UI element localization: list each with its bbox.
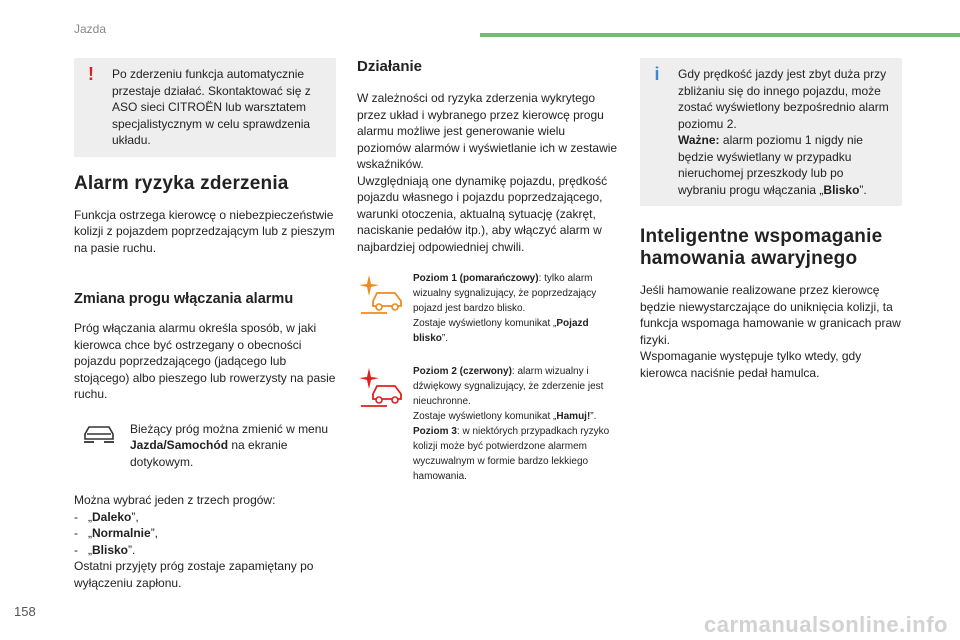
level2-label: Poziom 2 (czerwony) [413, 366, 512, 377]
operation-title: Działanie [357, 58, 423, 75]
info-note [640, 58, 902, 206]
menu-instruction-suffix: na ekranie dotykowym. [130, 438, 288, 469]
column-left [74, 58, 336, 591]
alert-level-1: Poziom 1 (pomarańczowy): tylko alarm wizualny sygnalizujący, że poprzedzający pojazd jest bardzo blisko. Zostaje wyświetlony komunikat „Pojazd blisko”. [357, 271, 619, 346]
threshold-options-list [74, 509, 336, 559]
level2-text: : alarm wizualny i dźwiękowy sygnalizujący, że zderzenie jest nieuchronne. [413, 366, 604, 407]
choose-threshold-text: Można wybrać jeden z trzech progów: [74, 493, 276, 507]
section-color-bar [480, 33, 960, 37]
level1-label: Poziom 1 (pomarańczowy) [413, 273, 539, 284]
page-number: 158 [14, 604, 36, 619]
level2-message: Hamuj! [556, 411, 591, 422]
threshold-subtitle: Zmiana progu włączania alarmu [74, 291, 294, 307]
level3-text: : w niektórych przypadkach ryzyko kolizji może być potwierdzone alarmem wyczuwalnym w formie bardzo lekkiego hamowania. [413, 426, 610, 482]
warning-note-text: Po zderzeniu funkcja automatycznie przestaje działać. Skontaktować się z ASO sieci CITROËN lub warsztatem specjalistycznym w celu sprawdzenia układu. [112, 67, 311, 147]
level3-label: Poziom 3 [413, 426, 457, 437]
emergency-brake-title: Inteligentne wspomaganie hamowania awaryjnego [640, 226, 883, 269]
column-right [640, 58, 902, 381]
operation-para1: W zależności od ryzyka zderzenia wykrytego przez układ i wybranego przez kierowcę progu alarmu możliwe jest generowanie wielu poziomów alarmów i wyświetlanie ich w zestawie wskaźników. [357, 91, 618, 171]
threshold-text: Próg włączania alarmu określa sposób, w jaki kierowca chce być ostrzegany o obecności pojazdu poprzedzającego (jadącego lub stojącego) albo pieszego lub rowerzysty na pasie ruchu. [74, 321, 336, 401]
menu-path: Jazda/Samochód [130, 438, 229, 452]
info-note-text: Gdy prędkość jazdy jest zbyt duża przy zbliżaniu się do innego pojazdu, może zostać wyświetlony bezpośrednio alarm poziomu 2. [678, 67, 889, 131]
watermark-text: carmanualsonline.info [704, 612, 948, 637]
collision-orange-icon [357, 275, 405, 320]
level1-msg-prefix: Zostaje wyświetlony komunikat „ [413, 318, 557, 329]
menu-instruction-prefix: Bieżący próg można zmienić w menu [130, 421, 329, 436]
emergency-brake-para1: Jeśli hamowanie realizowane przez kierowcę będzie niewystarczające do uniknięcia kolizji, ta funkcja wspomaga hamowanie w granicach praw fizyki. [640, 283, 901, 347]
column-middle [357, 58, 619, 484]
warning-note [74, 58, 336, 157]
section-header: Jazda [74, 22, 107, 36]
collision-alert-title: Alarm ryzyka zderzenia [74, 172, 289, 194]
level1-message: Pojazd blisko [413, 318, 589, 344]
menu-instruction [74, 421, 336, 471]
warning-exclamation-icon: ! [88, 64, 94, 84]
level1-text: : tylko alarm wizualny sygnalizujący, że poprzedzający pojazd jest bardzo blisko. [413, 273, 597, 314]
emergency-brake-para2: Wspomaganie występuje tylko wtedy, gdy kierowca naciśnie pedał hamulca. [640, 349, 862, 380]
threshold-option: - „Daleko”, [74, 509, 139, 524]
level2-msg-prefix: Zostaje wyświetlony komunikat „ [413, 411, 557, 422]
car-icon [82, 423, 116, 450]
info-important: Ważne: alarm poziomu 1 nigdy nie będzie wyświetlany w przypadku nieruchomej przeszkody lub po wybraniu progu włączania „Blisko”. [678, 133, 867, 197]
info-icon: i [654, 64, 660, 84]
threshold-option: - „Blisko”. [74, 542, 136, 557]
threshold-option: - „Normalnie”, [74, 526, 159, 540]
alert-level-2: Poziom 2 (czerwony): alarm wizualny i dźwiękowy sygnalizujący, że zderzenie jest nieuchronne. Zostaje wyświetlony komunikat „Hamuj!”. Poziom 3: w niektórych przypadkach ryzyko kolizji może być potwierdzone alarmem wyczuwalnym w formie bardzo lekkiego hamowania. [357, 364, 619, 484]
collision-alert-intro: Funkcja ostrzega kierowcę o niebezpieczeństwie kolizji z pojazdem poprzedzającym lub z pieszym na pasie ruchu. [74, 207, 335, 255]
last-threshold-text: Ostatni przyjęty próg zostaje zapamiętany po wyłączeniu zapłonu. [74, 559, 314, 590]
operation-para2: Uwzględniają one dynamikę pojazdu, prędkość pojazdu własnego i pojazdu poprzedzającego, warunki otoczenia, aktualną sytuację (zakręt, naciskanie pedałów itp.), aby włączyć alarm w najbardziej odpowiedniej chwili. [357, 173, 608, 254]
collision-red-icon [357, 368, 405, 413]
